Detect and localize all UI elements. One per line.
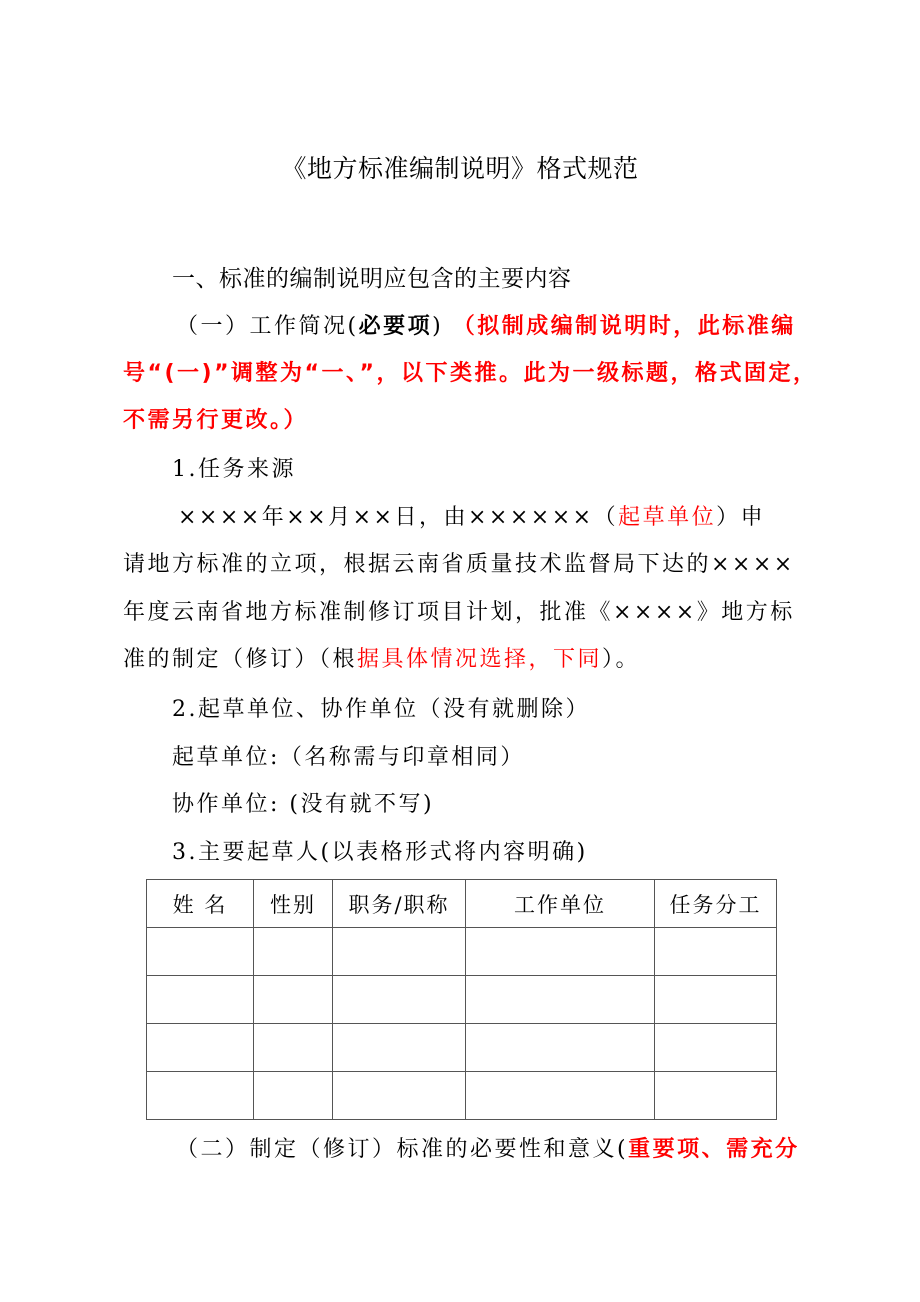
table-cell	[254, 928, 333, 976]
col-header-title: 职务/职称	[333, 880, 466, 928]
drafting-unit-line: 起草单位:（名称需与印章相同）	[172, 745, 525, 770]
table-cell	[655, 976, 777, 1024]
table-cell	[466, 928, 655, 976]
subsection1-required-tag: 必要项	[358, 314, 433, 339]
document-title: 《地方标准编制说明》格式规范	[281, 154, 639, 183]
table-cell	[655, 1024, 777, 1072]
table-cell	[333, 928, 466, 976]
cooperating-unit-line: 协作单位: (没有就不写)	[172, 792, 435, 817]
table-row	[147, 928, 777, 976]
table-cell	[333, 976, 466, 1024]
item1-para-line3: 年度云南省地方标准制修订项目计划，批准《××××》地方标	[123, 600, 795, 625]
table-cell	[254, 976, 333, 1024]
col-header-work-unit: 工作单位	[466, 880, 655, 928]
subsection1-label: （一）工作简况(	[176, 314, 359, 339]
item1-heading: 1.任务来源	[172, 457, 296, 482]
table-cell	[254, 1072, 333, 1120]
table-row	[147, 1024, 777, 1072]
item3-heading: 3.主要起草人(以表格形式将内容明确)	[172, 840, 588, 865]
subsection1-heading-line	[176, 312, 796, 342]
subsection1-note-line3: 不需另行更改。）	[123, 408, 309, 433]
table-cell	[466, 1024, 655, 1072]
table-row	[147, 976, 777, 1024]
section-heading: 一、标准的编制说明应包含的主要内容	[172, 266, 572, 292]
table-cell	[254, 1024, 333, 1072]
situation-note: 据具体情况选择，下同	[357, 647, 603, 672]
item1-para-line1-text: ××××年××月××日，由××××××（	[178, 505, 619, 530]
drafting-unit-placeholder: 起草单位	[618, 505, 717, 530]
table-cell	[655, 1072, 777, 1120]
item1-para-line2: 请地方标准的立项，根据云南省质量技术监督局下达的××××	[123, 552, 795, 577]
table-cell	[466, 1072, 655, 1120]
subsection1-close: )	[432, 314, 444, 339]
table-cell	[147, 1024, 254, 1072]
col-header-gender: 性别	[254, 880, 333, 928]
subsection2-label: （二）制定（修订）标准的必要性和意义(	[176, 1137, 629, 1162]
table-header-row	[147, 880, 777, 928]
subsection2-heading-line	[176, 1135, 800, 1165]
table-cell	[147, 1072, 254, 1120]
item1-para-line1	[178, 503, 765, 533]
subsection1-note-line1: （拟制成编制说明时，此标准编	[452, 314, 796, 339]
col-header-task: 任务分工	[655, 880, 777, 928]
item1-para-line4	[123, 645, 640, 675]
drafters-table	[146, 879, 777, 1120]
table-cell	[333, 1024, 466, 1072]
table-cell	[655, 928, 777, 976]
subsection2-note: 重要项、需充分	[628, 1137, 800, 1162]
table-cell	[333, 1072, 466, 1120]
table-row	[147, 1072, 777, 1120]
subsection1-note-line2: 号“(一)”调整为“一、”，以下类推。此为一级标题，格式固定，	[123, 361, 818, 386]
table-cell	[147, 928, 254, 976]
table-cell	[147, 976, 254, 1024]
table-cell	[466, 976, 655, 1024]
col-header-name: 姓 名	[147, 880, 254, 928]
item1-para-line4-end: ）。	[602, 647, 641, 672]
item1-para-line1-end: ）申	[716, 505, 766, 530]
item1-para-line4-text: 准的制定（修订）（根	[123, 647, 358, 672]
item2-heading: 2.起草单位、协作单位（没有就删除）	[172, 697, 590, 722]
